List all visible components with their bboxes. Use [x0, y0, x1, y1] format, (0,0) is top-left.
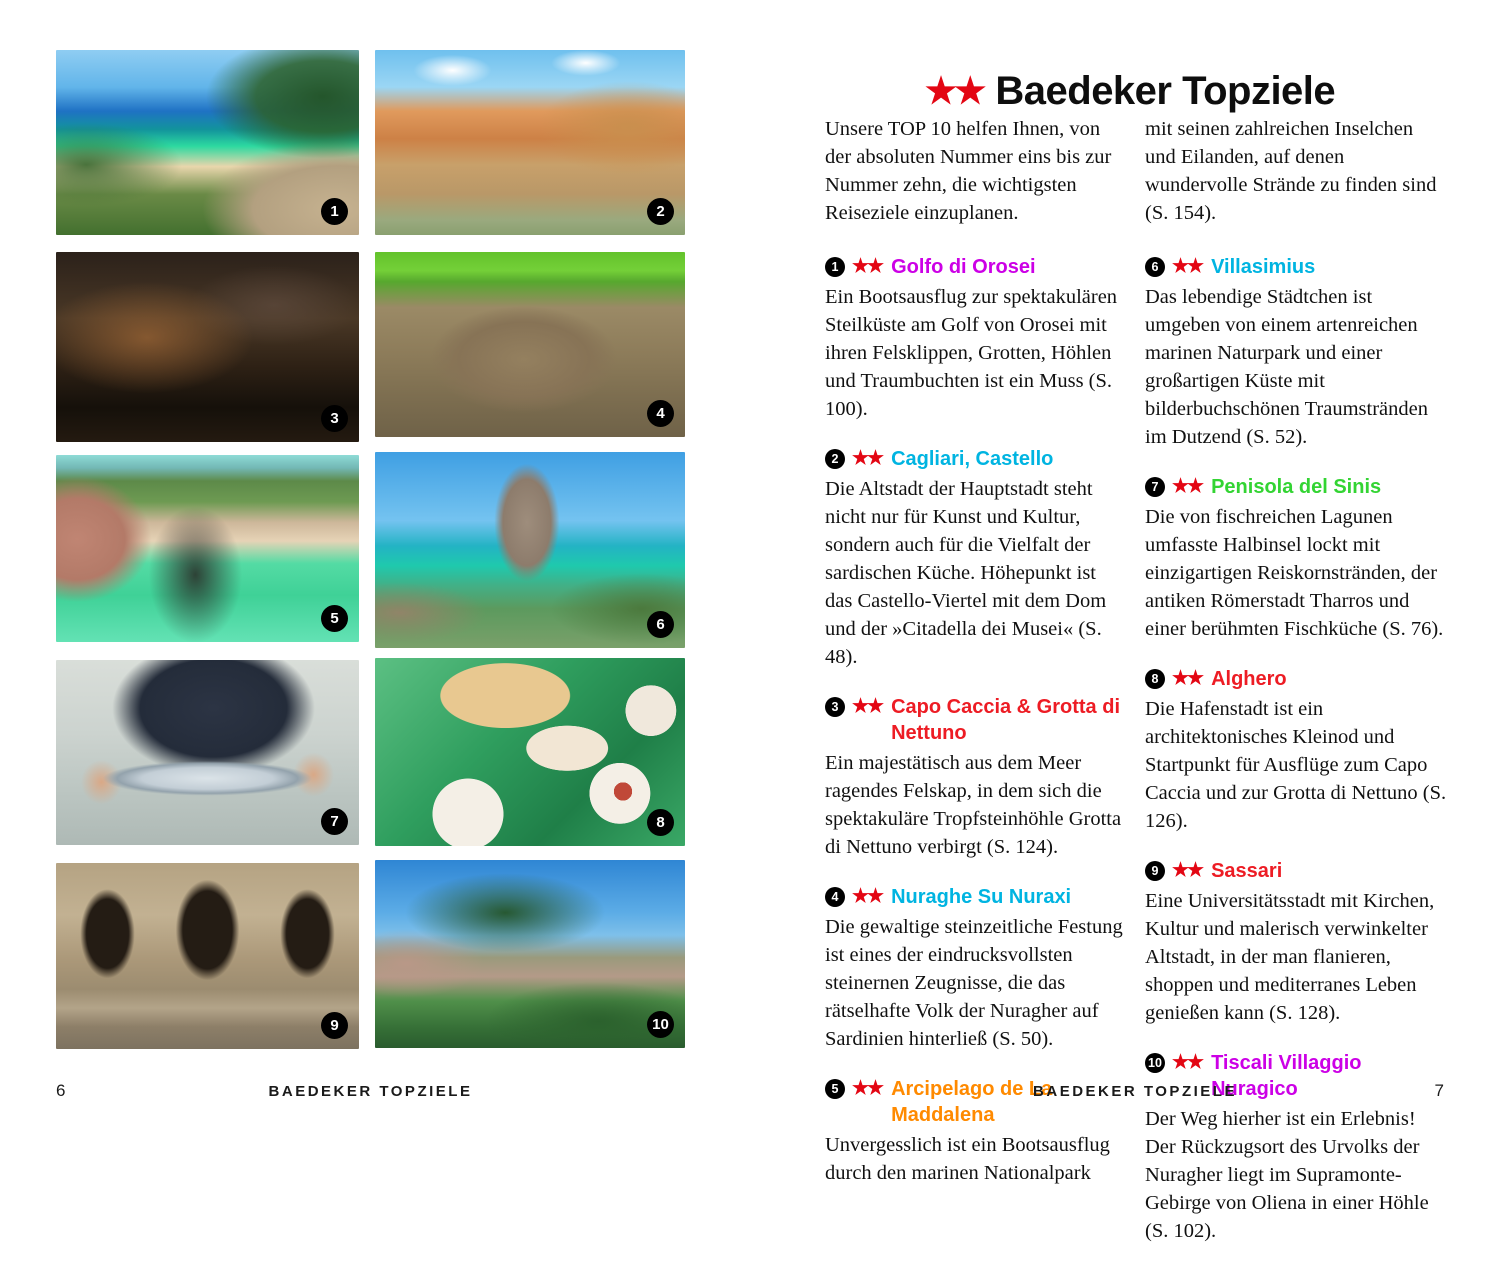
topziel-description: Der Weg hierher ist ein Erlebnis! Der Rückzugsort des Urvolks der Nuragher liegt im Supramonte-Gebirge von Oliena in einer Höhle (S. 102).	[1145, 1108, 1429, 1242]
topziel-name: Cagliari, Castello	[891, 448, 1054, 470]
two-stars-icon: ★★	[924, 69, 984, 111]
topziel-name: Sassari	[1211, 860, 1283, 882]
photo-fresh-fish	[56, 660, 359, 845]
item-number-badge: 10	[1145, 1053, 1165, 1073]
photo-sassari-cathedral	[56, 863, 359, 1049]
topziele-items-1-5	[825, 254, 1127, 1187]
photo-sardinian-food	[375, 658, 685, 846]
topziel-description: Die Altstadt der Hauptstadt steht nicht nur für Kunst und Kultur, sondern auch für die Vielfalt der sardischen Küche. Höhepunkt ist das Castello-Viertel mit dem Dom und der »Citadella dei Musei« (S. 48).	[825, 478, 1107, 668]
photo-cagliari-castello	[375, 50, 685, 235]
two-stars-icon: ★★	[1172, 476, 1203, 497]
topziel-name: Tiscali Villaggio Nuragico	[1211, 1052, 1362, 1100]
topziel-item	[825, 446, 1127, 671]
topziel-item	[1145, 474, 1447, 643]
topziel-heading	[1145, 666, 1447, 692]
item-5-continuation: mit seinen zahlreichen Inselchen und Eilanden, auf denen wundervolle Strände zu finden sind (S. 154).	[1145, 118, 1437, 224]
topziel-description: Unvergesslich ist ein Bootsausflug durch den marinen Nationalpark	[825, 1134, 1110, 1184]
topziel-item	[825, 694, 1127, 861]
topziel-name: Alghero	[1211, 668, 1287, 690]
item-number-badge: 2	[825, 449, 845, 469]
topziel-name: Golfo di Orosei	[891, 256, 1036, 278]
topziel-description: Ein Bootsausflug zur spektakulären Steilküste am Golf von Orosei mit ihren Felsklippen, Grotten, Höhlen und Traumbuchten ist ein Muss (S. 100).	[825, 286, 1118, 420]
photo-number-badge: 3	[321, 405, 348, 432]
item-number-badge: 6	[1145, 257, 1165, 277]
text-column-left	[825, 115, 1127, 1210]
photo-grotta-di-nettuno-cave	[56, 252, 359, 442]
topziel-description: Das lebendige Städtchen ist umgeben von einem artenreichen marinen Naturpark und einer großartigen Küste mit bilderbuchschönen Traumstränden im Dutzend (S. 52).	[1145, 286, 1428, 448]
two-stars-icon: ★★	[852, 696, 883, 717]
topziel-item	[1145, 858, 1447, 1027]
page-number-left: 6	[56, 1081, 66, 1100]
topziel-name: Capo Caccia & Grotta di Nettuno	[891, 696, 1121, 744]
photo-number-badge: 2	[647, 198, 674, 225]
photo-golfo-di-orosei-beach	[56, 50, 359, 235]
topziel-heading	[1145, 858, 1447, 884]
item-number-badge: 9	[1145, 861, 1165, 881]
running-footer-left: BAEDEKER TOPZIELE	[268, 1083, 473, 1100]
photo-number-badge: 5	[321, 605, 348, 632]
photo-number-badge: 10	[647, 1011, 674, 1038]
topziel-item	[825, 254, 1127, 423]
topziel-description: Ein majestätisch aus dem Meer ragendes Felskap, in dem sich die spektakuläre Tropfsteinhöhle Grotta di Nettuno verbirgt (S. 124).	[825, 752, 1122, 858]
topziel-name: Arcipelago de La Maddalena	[891, 1078, 1053, 1126]
photo-number-badge: 1	[321, 198, 348, 225]
intro-paragraph: Unsere TOP 10 helfen Ihnen, von der absoluten Nummer eins bis zur Nummer zehn, die wichtigsten Reiseziele einzuplanen.	[825, 118, 1112, 224]
topziel-heading	[1145, 254, 1447, 280]
photo-nuraghe-su-nuraxi	[375, 252, 685, 437]
topziel-description: Die von fischreichen Lagunen umfasste Halbinsel lockt mit einzigartigen Reiskornstränden, der antiken Römerstadt Tharros und einer berühmten Fischküche (S. 76).	[1145, 506, 1444, 640]
two-stars-icon: ★★	[1172, 256, 1203, 277]
topziel-heading	[825, 254, 1127, 280]
photo-villasimius-rock-coast	[375, 452, 685, 648]
item-number-badge: 5	[825, 1079, 845, 1099]
two-stars-icon: ★★	[852, 1078, 883, 1099]
two-stars-icon: ★★	[852, 448, 883, 469]
topziel-item	[825, 884, 1127, 1053]
topziel-heading	[825, 694, 1127, 746]
photo-number-badge: 4	[647, 400, 674, 427]
topziel-heading	[825, 446, 1127, 472]
page-number-right: 7	[1434, 1081, 1444, 1100]
two-stars-icon: ★★	[852, 886, 883, 907]
two-stars-icon: ★★	[852, 256, 883, 277]
page-title-text: Baedeker Topziele	[995, 68, 1336, 113]
two-stars-icon: ★★	[1172, 860, 1203, 881]
photo-number-badge: 6	[647, 611, 674, 638]
topziel-item	[1145, 666, 1447, 835]
photo-la-maddalena-beach	[56, 455, 359, 642]
topziel-description: Eine Universitätsstadt mit Kirchen, Kultur und malerisch verwinkelter Altstadt, in der man flanieren, shoppen und mediterranes Leben genießen kann (S. 128).	[1145, 890, 1435, 1024]
item-number-badge: 1	[825, 257, 845, 277]
photo-number-badge: 8	[647, 809, 674, 836]
photo-number-badge: 9	[321, 1012, 348, 1039]
page-title	[790, 69, 1470, 114]
topziel-name: Penisola del Sinis	[1211, 476, 1382, 498]
running-footer-right: BAEDEKER TOPZIELE	[1033, 1083, 1237, 1100]
item-number-badge: 4	[825, 887, 845, 907]
topziel-item	[1145, 1050, 1447, 1245]
topziel-description: Die Hafenstadt ist ein architektonisches Kleinod und Startpunkt für Ausflüge zum Capo Caccia und zur Grotta di Nettuno (S. 126).	[1145, 698, 1447, 832]
two-stars-icon: ★★	[1172, 1052, 1203, 1073]
topziel-item	[1145, 254, 1447, 451]
item-number-badge: 3	[825, 697, 845, 717]
topziel-name: Nuraghe Su Nuraxi	[891, 886, 1072, 908]
topziel-heading	[825, 884, 1127, 910]
item-number-badge: 7	[1145, 477, 1165, 497]
photo-supramonte-pine-tree	[375, 860, 685, 1048]
topziel-heading	[1145, 474, 1447, 500]
two-stars-icon: ★★	[1172, 668, 1203, 689]
item-number-badge: 8	[1145, 669, 1165, 689]
topziel-description: Die gewaltige steinzeitliche Festung ist eines der eindrucksvollsten steinernen Zeugnisse, die das rätselhafte Volk der Nuragher auf Sardinien hinterließ (S. 50).	[825, 916, 1123, 1050]
photo-number-badge: 7	[321, 808, 348, 835]
topziel-name: Villasimius	[1211, 256, 1316, 278]
